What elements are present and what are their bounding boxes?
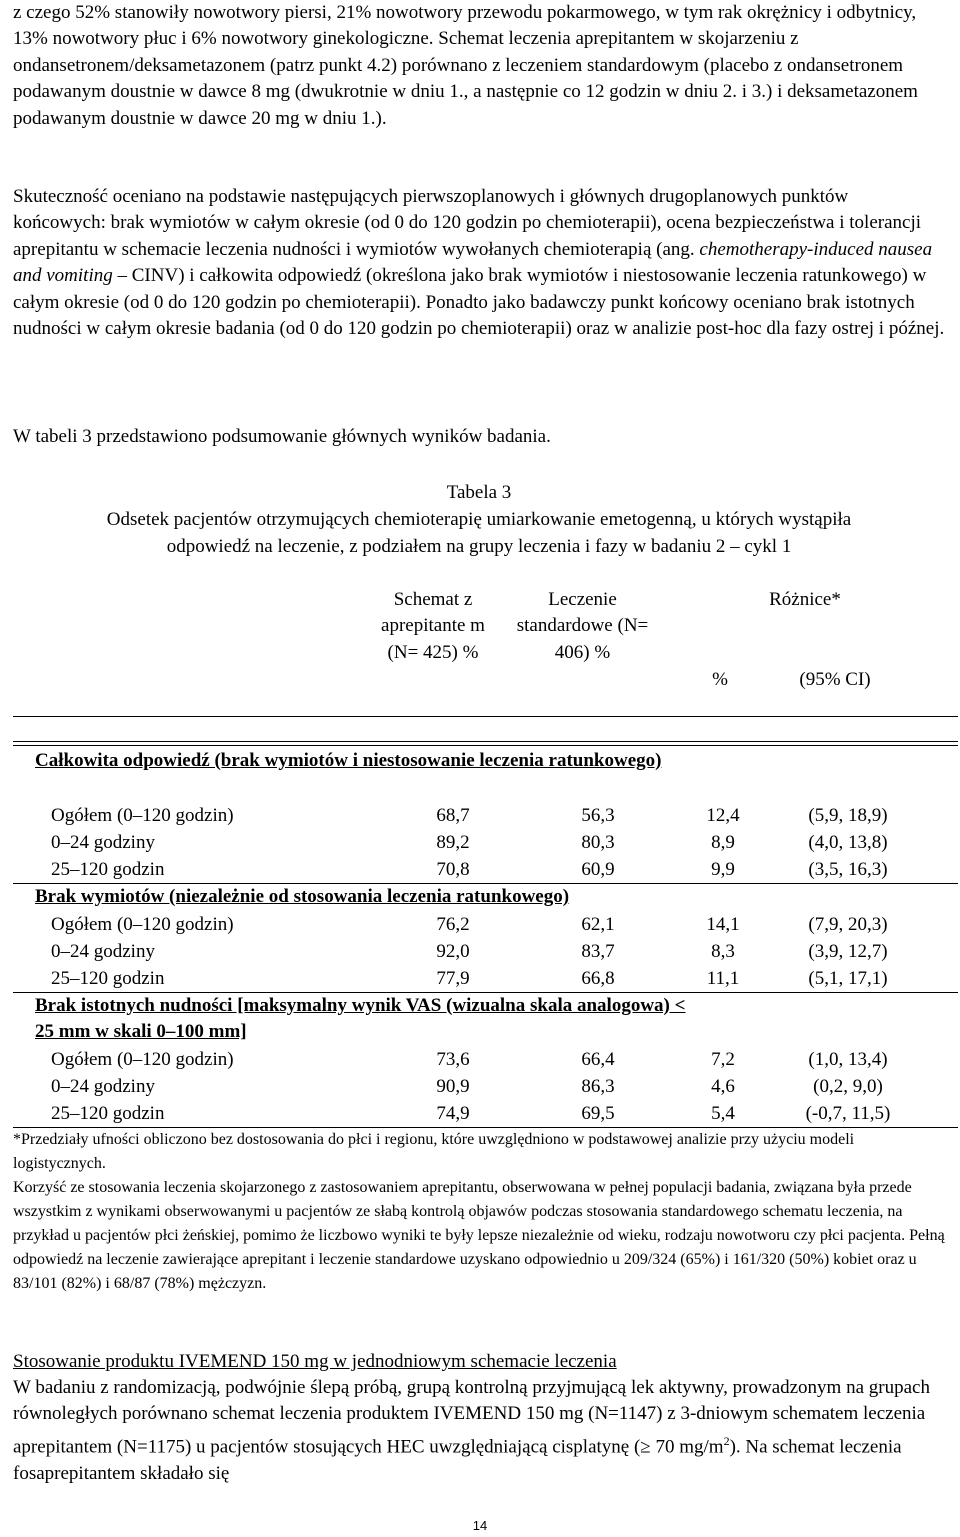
cell-aprepitant: 73,6 bbox=[436, 1049, 470, 1070]
cell-difference: 14,1 bbox=[706, 914, 740, 935]
group-title-text: Brak istotnych nudności [maksymalny wynik VAS (wizualna skala analogowa) < 25 mm w skali 0–100 mm] bbox=[35, 995, 686, 1042]
cell-aprepitant: 68,7 bbox=[436, 805, 470, 826]
table-row bbox=[13, 1073, 958, 1100]
cell-difference: 7,2 bbox=[711, 1049, 735, 1070]
cell-ci: (3,5, 16,3) bbox=[808, 859, 888, 880]
row-label: Ogółem (0–120 godzin) bbox=[51, 914, 234, 935]
cell-standard: 66,8 bbox=[581, 968, 615, 989]
cell-standard: 86,3 bbox=[581, 1076, 615, 1097]
ge-symbol: ≥ bbox=[640, 1436, 651, 1458]
table-row bbox=[13, 938, 958, 965]
cell-aprepitant: 77,9 bbox=[436, 968, 470, 989]
table-caption-line1: Odsetek pacjentów otrzymujących chemioterapię umiarkowanie emetogenną, u których wystąpiła bbox=[106, 509, 852, 530]
group-title-text: Brak wymiotów (niezależnie od stosowania leczenia ratunkowego) bbox=[35, 886, 570, 907]
table-caption-line2: odpowiedź na leczenie, z podziałem na grupy leczenia i fazy w badaniu 2 – cykl 1 bbox=[166, 536, 792, 557]
cell-difference: 9,9 bbox=[711, 859, 735, 880]
table-row bbox=[13, 911, 958, 938]
cell-standard: 62,1 bbox=[581, 914, 615, 935]
col-header-difference-pct: % bbox=[712, 669, 728, 690]
paragraph-ivemend-sup: 2 bbox=[723, 1433, 730, 1448]
cell-ci: (0,2, 9,0) bbox=[813, 1076, 883, 1097]
table-row bbox=[13, 856, 958, 883]
page-number: 14 bbox=[472, 1518, 488, 1533]
row-label: 25–120 godzin bbox=[51, 1103, 165, 1124]
table-note: Korzyść ze stosowania leczenia skojarzonego z zastosowaniem aprepitantu, obserwowana w pełnej populacji badania, związana była przede wszystkim z wynikami obserwowanymi u pacjentów ze słabą kontrolą objawów podczas stosowania standardowego schematu leczenia, na przykład u pacjentów płci żeńskiej, pomimo że liczbowo wyniki te były lepsze niezależnie od wieku, rodzaju nowotworu czy płci pacjenta. Pełną odpowiedź na leczenie zawierające aprepitant i leczenie standardowe uzyskano odpowiednio u 209/324 (65%) i 161/320 (50%) kobiet oraz u 83/101 (82%) i 68/87 (78%) mężczyzn. bbox=[13, 1179, 945, 1292]
col-header-ci: (95% CI) bbox=[799, 669, 871, 690]
table-row bbox=[13, 1100, 958, 1127]
table-group-title bbox=[35, 884, 695, 910]
cell-standard: 60,9 bbox=[581, 859, 615, 880]
cell-standard: 66,4 bbox=[581, 1049, 615, 1070]
col-header-standard: Leczenie standardowe (N= 406) % bbox=[516, 589, 649, 663]
table-row bbox=[13, 965, 958, 992]
cell-difference: 12,4 bbox=[706, 805, 740, 826]
group-title-text: Całkowita odpowiedź (brak wymiotów i niestosowanie leczenia ratunkowego) bbox=[35, 750, 662, 771]
cell-aprepitant: 92,0 bbox=[436, 941, 470, 962]
paragraph-ivemend-part1: W badaniu z randomizacją, podwójnie ślepą próbą, grupą kontrolną przyjmującą lek aktywny, prowadzonym na grupach równoległych porównano schemat leczenia produktem IVEMEND 150 mg (N=1147) z 3-dniowym schematem leczenia aprepitantem (N=1175) u pacjentów stosujących HEC uwzględniającą cisplatynę ( bbox=[13, 1377, 930, 1458]
cell-difference: 4,6 bbox=[711, 1076, 735, 1097]
paragraph-efficacy-part2: – CINV) i całkowita odpowiedź (określona jako brak wymiotów i niestosowanie leczenia ratunkowego) w całym okresie (od 0 do 120 godzin po chemioterapii). Ponadto jako badawczy punkt końcowy oceniano brak istotnych nudności w całym okresie badania (od 0 do 120 godzin po chemioterapii) oraz w analizie post-hoc dla fazy ostrej i późnej. bbox=[13, 265, 945, 340]
cell-ci: (7,9, 20,3) bbox=[808, 914, 888, 935]
paragraph-efficacy-part1: Skuteczność oceniano na podstawie następujących pierwszoplanowych i głównych drugoplanowych punktów końcowych: brak wymiotów w całym okresie (od 0 do 120 godzin po chemioterapii), ocena bezpieczeństwa i tolerancji aprepitantu w schemacie leczenia nudności i wymiotów wywołanych chemioterapią (ang. bbox=[13, 186, 922, 260]
cell-ci: (4,0, 13,8) bbox=[808, 832, 888, 853]
paragraph-table-intro: W tabeli 3 przedstawiono podsumowanie głównych wyników badania. bbox=[13, 426, 551, 447]
table-group-title bbox=[35, 993, 695, 1045]
paragraph-ivemend-study bbox=[13, 1375, 945, 1487]
paragraph-study-population: z czego 52% stanowiły nowotwory piersi, 21% nowotwory przewodu pokarmowego, w tym rak okrężnicy i odbytnicy, 13% nowotwory płuc i 6% nowotwory ginekologiczne. Schemat leczenia aprepitantem w skojarzeniu z ondansetronem/deksametazonem (patrz punkt 4.2) porównano z leczeniem standardowym (placebo z ondansetronem podawanym doustnie w dawce 8 mg (dwukrotnie w dniu 1., a następnie co 12 godzin w dniu 2. i 3.) i deksametazonem podawanym doustnie w dawce 20 mg w dniu 1.). bbox=[13, 2, 918, 129]
row-label: Ogółem (0–120 godzin) bbox=[51, 805, 234, 826]
cell-aprepitant: 90,9 bbox=[436, 1076, 470, 1097]
cell-difference: 5,4 bbox=[711, 1103, 735, 1124]
table-group-title bbox=[35, 748, 695, 774]
row-label: Ogółem (0–120 godzin) bbox=[51, 1049, 234, 1070]
cell-difference: 8,9 bbox=[711, 832, 735, 853]
cell-standard: 83,7 bbox=[581, 941, 615, 962]
row-label: 25–120 godzin bbox=[51, 968, 165, 989]
table-row bbox=[13, 802, 958, 829]
cell-standard: 56,3 bbox=[581, 805, 615, 826]
cell-ci: (5,9, 18,9) bbox=[808, 805, 888, 826]
table-header-top-rule bbox=[13, 716, 958, 717]
row-label: 0–24 godziny bbox=[51, 1076, 155, 1097]
row-label: 0–24 godziny bbox=[51, 832, 155, 853]
col-header-difference: Różnice* bbox=[769, 589, 841, 610]
cell-standard: 69,5 bbox=[581, 1103, 615, 1124]
cell-difference: 11,1 bbox=[706, 968, 740, 989]
cell-ci: (-0,7, 11,5) bbox=[805, 1103, 891, 1124]
cell-aprepitant: 70,8 bbox=[436, 859, 470, 880]
cell-aprepitant: 74,9 bbox=[436, 1103, 470, 1124]
cell-ci: (5,1, 17,1) bbox=[808, 968, 888, 989]
paragraph-ivemend-dose: 70 mg/m bbox=[650, 1436, 724, 1458]
paragraph-ivemend-part2: ). Na schemat leczenia fosaprepitantem składało się bbox=[13, 1436, 902, 1484]
cell-difference: 8,3 bbox=[711, 941, 735, 962]
col-header-aprepitant: Schemat z aprepitante m (N= 425) % bbox=[381, 589, 485, 663]
row-label: 25–120 godzin bbox=[51, 859, 165, 880]
table-caption-title: Tabela 3 bbox=[446, 482, 512, 503]
cell-ci: (3,9, 12,7) bbox=[808, 941, 888, 962]
cell-standard: 80,3 bbox=[581, 832, 615, 853]
cell-aprepitant: 89,2 bbox=[436, 832, 470, 853]
table-header-bottom-rule bbox=[13, 741, 958, 746]
cell-aprepitant: 76,2 bbox=[436, 914, 470, 935]
table-row bbox=[13, 829, 958, 856]
row-label: 0–24 godziny bbox=[51, 941, 155, 962]
table-footnote: *Przedziały ufności obliczono bez dostosowania do płci i regionu, które uwzględniono w podstawowej analizie przy użyciu modeli logistycznych. bbox=[13, 1131, 855, 1172]
paragraph-efficacy-endpoints bbox=[13, 184, 945, 342]
section-heading: Stosowanie produktu IVEMEND 150 mg w jednodniowym schemacie leczenia bbox=[13, 1351, 617, 1372]
paragraph-efficacy-italic: chemotherapy-induced nausea and vomiting bbox=[13, 238, 933, 287]
cell-ci: (1,0, 13,4) bbox=[808, 1049, 888, 1070]
table-row bbox=[13, 1046, 958, 1073]
